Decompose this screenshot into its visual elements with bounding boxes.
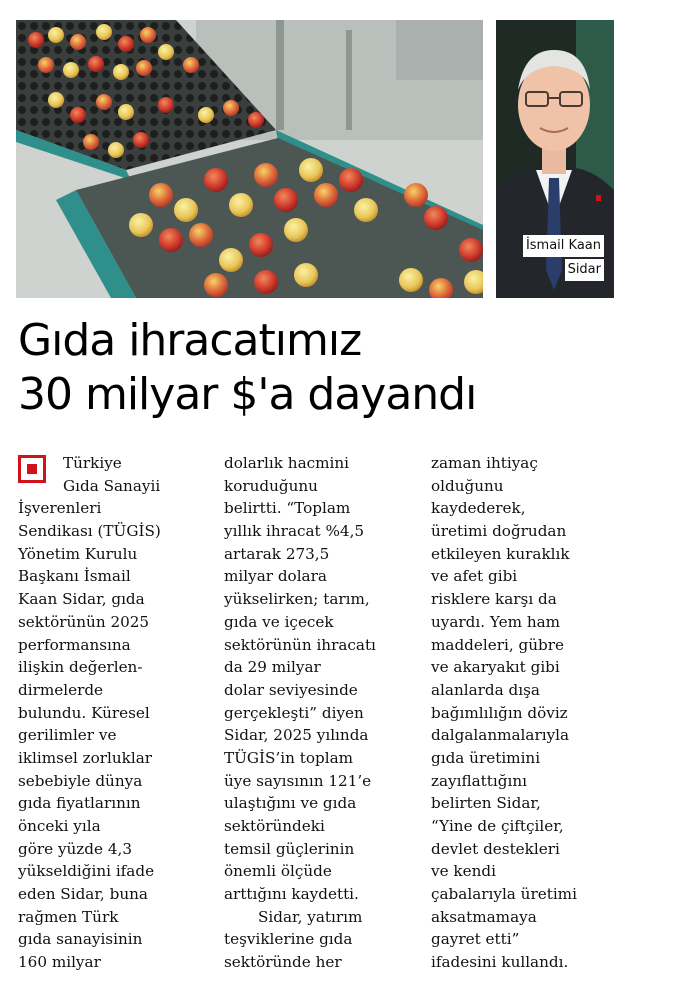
body-text-line: sektörünün 2025 xyxy=(18,612,150,631)
body-text-line: ifadesini kullandı. xyxy=(431,953,569,972)
body-text-line: sektöründe her xyxy=(224,953,342,972)
body-text-line: ve afet gibi xyxy=(431,567,518,586)
body-text-line: 160 milyar xyxy=(18,953,101,972)
body-text-line: yükselirken; tarım, xyxy=(224,590,370,609)
body-text-line: aksatmamaya xyxy=(431,907,537,926)
body-text-line: alanlarda dışa xyxy=(431,680,540,699)
body-column-2 xyxy=(224,452,414,974)
body-text-line: dalgalanmalarıyla xyxy=(431,726,570,745)
body-column-3 xyxy=(431,452,621,974)
body-text-line: Başkanı İsmail xyxy=(18,567,131,586)
body-text-line: Türkiye xyxy=(63,454,122,472)
body-text-line: önemli ölçüde xyxy=(224,862,332,881)
caption-name-line1: İsmail Kaan xyxy=(523,235,604,257)
body-text-line: etkileyen kuraklık xyxy=(431,544,570,563)
headline-line1: Gıda ihracatımız xyxy=(18,315,362,366)
body-text-line: sektöründeki xyxy=(224,817,325,835)
body-text-line: belirtti. “Toplam xyxy=(224,499,351,518)
body-text-line: da 29 milyar xyxy=(224,658,321,677)
body-text-line: göre yüzde 4,3 xyxy=(18,839,132,858)
body-text-line: maddeleri, gübre xyxy=(431,635,564,654)
body-text-line: kaydederek, xyxy=(431,499,526,518)
body-text-line: gerilimler ve xyxy=(18,726,117,745)
body-text-line: temsil güçlerinin xyxy=(224,839,355,858)
body-text-line: dirmelerde xyxy=(18,680,104,699)
body-text-line: TÜGİS’in toplam xyxy=(224,748,354,767)
body-text-line: arttığını kaydetti. xyxy=(224,885,359,904)
body-text-line: “Yine de çiftçiler, xyxy=(431,817,564,835)
body-text-line: ilişkin değerlen- xyxy=(18,658,143,677)
body-text-line: bulundu. Küresel xyxy=(18,703,150,722)
body-text-line: ve kendi xyxy=(431,862,496,881)
body-text-line: olduğunu xyxy=(431,476,504,495)
body-text-line: bağımlılığın döviz xyxy=(431,703,568,722)
body-text-line: koruduğunu xyxy=(224,476,318,495)
body-text-line: risklere karşı da xyxy=(431,590,557,609)
body-text-line: gıda ve içecek xyxy=(224,612,334,631)
body-text-line: önceki yıla xyxy=(18,817,101,835)
headline-line2: 30 milyar $'a dayandı xyxy=(18,369,477,420)
body-text-line: yıllık ihracat %4,5 xyxy=(224,522,365,541)
body-text-line: ulaştığını ve gıda xyxy=(224,794,357,813)
body-text-line: eden Sidar, buna xyxy=(18,885,148,904)
body-text-line: teşviklerine gıda xyxy=(224,930,353,949)
apples-conveyor-photo xyxy=(16,20,483,298)
body-text-line: gıda fiyatlarının xyxy=(18,794,141,813)
body-text-line: zayıflattığını xyxy=(431,771,527,790)
body-text-line: rağmen Türk xyxy=(18,907,119,926)
body-text-line: üretimi doğrudan xyxy=(431,522,567,541)
body-text-line: belirten Sidar, xyxy=(431,794,541,813)
body-text-line: ve akaryakıt gibi xyxy=(431,658,560,677)
body-text-line: uyardı. Yem ham xyxy=(431,612,561,631)
body-text-line: devlet destekleri xyxy=(431,839,560,858)
body-text-line: dolar seviyesinde xyxy=(224,680,358,699)
body-text-line: dolarlık hacmini xyxy=(224,454,350,472)
body-text-line: gerçekleşti” diyen xyxy=(224,703,364,722)
body-text-line: Sidar, yatırım xyxy=(258,907,363,926)
body-text-line: performansına xyxy=(18,635,131,654)
body-text-line: iklimsel zorluklar xyxy=(18,748,153,767)
body-text-line: yükseldiğini ifade xyxy=(18,862,155,881)
body-text-line: Kaan Sidar, gıda xyxy=(18,590,145,609)
body-text-line: sektörünün ihracatı xyxy=(224,635,376,654)
body-text-line: İşverenleri xyxy=(18,499,102,518)
body-text-line: gayret etti” xyxy=(431,930,520,949)
body-text-line: milyar dolara xyxy=(224,567,327,586)
body-text-line: üye sayısının 121’e xyxy=(224,771,372,790)
body-text-line: çabalarıyla üretimi xyxy=(431,885,577,904)
body-text-line: Gıda Sanayii xyxy=(63,476,161,495)
body-text-line: Yönetim Kurulu xyxy=(18,544,138,563)
headline xyxy=(18,314,658,422)
body-text-line: gıda sanayisinin xyxy=(18,930,143,949)
photo-caption xyxy=(523,235,604,283)
portrait-photo xyxy=(496,20,614,298)
body-text-line: Sendikası (TÜGİS) xyxy=(18,522,161,541)
body-column-1 xyxy=(18,452,198,974)
body-text-line: artarak 273,5 xyxy=(224,544,330,563)
caption-name-line2: Sidar xyxy=(565,259,604,281)
body-text-line: Sidar, 2025 yılında xyxy=(224,726,369,745)
body-text-line: sebebiyle dünya xyxy=(18,771,143,790)
body-text-line: zaman ihtiyaç xyxy=(431,454,538,472)
body-text-line: gıda üretimini xyxy=(431,748,541,767)
